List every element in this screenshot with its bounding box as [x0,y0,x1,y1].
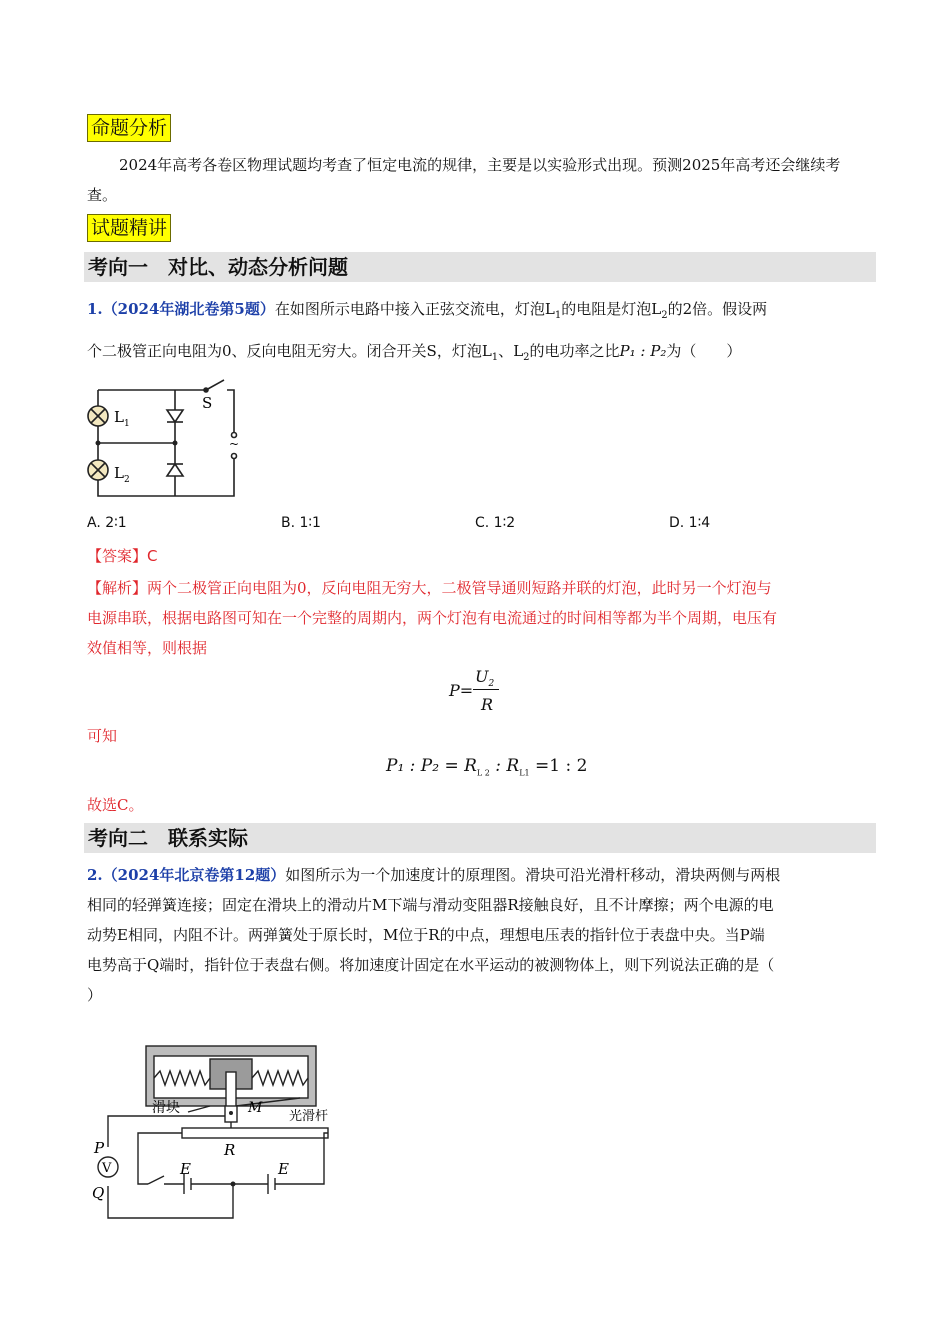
q2-source: 2.（2024年北京卷第12题） [87,866,286,884]
q1-L2-b: $L_2$ [513,342,530,363]
fig2-slider-label: 滑块 [152,1100,180,1116]
q1-line2-b: 的电功率之比 [529,342,620,360]
analysis-line-1: 两个二极管正向电阻为0，反向电阻无穷大，二极管导通则短路并联的灯泡，此时另一个灯泡与 [147,579,772,597]
fig2-Q-label: Q [92,1184,105,1202]
q1-text-c: 的2倍。假设两 [667,300,768,318]
q1-L1: $L_1$ [544,300,562,321]
fig1-ac-symbol: ~ [229,437,240,451]
answer-value: C [147,547,158,565]
direction-two-heading: 考向二 联系实际 [84,823,876,853]
q1-analysis [87,573,877,663]
analysis-line-3: 效值相等，则根据 [87,639,208,657]
fig2-voltmeter-label: V [102,1161,112,1176]
direction-one-heading: 考向一 对比、动态分析问题 [84,252,876,282]
formula-ratio: P₁ : $P_2 = R_{L 2}$ : $R_{L1} =1$ : 2 [386,756,588,778]
formula-denominator: R [481,695,494,714]
fig1-lamp1-label: $L_1$ [114,408,130,429]
fig2-rod-label: 光滑杆 [289,1109,329,1124]
conclusion: 故选C。 [87,796,144,814]
formula-lhs: P= [449,681,474,700]
q1-source: 1.（2024年湖北卷第5题） [87,300,275,318]
q2-text [87,860,877,1010]
fraction-bar [473,689,499,690]
fig2-E2-label: E [278,1160,289,1178]
q2-line-5: ） [87,986,103,1004]
q1-answer [87,541,158,571]
fig2-R-label: R [224,1141,236,1159]
q1-line-2 [87,336,867,373]
q1-option-d[interactable]: D. 1∶4 [669,515,711,531]
q1-line2-c: 为（ ） [666,342,742,360]
q1-option-a[interactable]: A. 2∶1 [87,515,127,531]
q1-text-b: 的电阻是灯泡 [561,300,652,318]
q1-sep: 、 [498,342,514,360]
fig1-switch-label: S [202,394,213,412]
q2-accelerometer-diagram [88,1040,338,1222]
know-label: 可知 [87,727,118,745]
q2-line-2: 相同的轻弹簧连接；固定在滑块上的滑动片M下端与滑动变阻器R接触良好，且不计摩擦；两个电源的电 [87,896,774,914]
fig1-lamp2-label: $L_2$ [114,464,130,485]
q1-line-1 [87,294,867,331]
q1-option-c[interactable]: C. 1∶2 [475,515,516,531]
lecture-section-tag: 试题精讲 [87,214,171,242]
q1-L2: $L_2$ [651,300,668,321]
fig2-E1-label: E [180,1160,191,1178]
q1-text-a: 在如图所示电路中接入正弦交流电，灯泡 [274,300,545,318]
q1-ratio: P₁ : P₂ [619,342,667,360]
q1-option-b[interactable]: B. 1∶1 [281,515,321,531]
q2-line-4: 电势高于Q端时，指针位于表盘右侧。将加速度计固定在水平运动的被测物体上，则下列说法正确的是（ [87,956,775,974]
q1-L1-b: $L_1$ [481,342,499,363]
formula-numerator: $U_2$ [475,667,495,690]
q1-line2-a: 个二极管正向电阻为0、反向电阻无穷大。闭合开关S，灯泡 [87,342,482,360]
analysis-line-2: 电源串联，根据电路图可知在一个完整的周期内，两个灯泡有电流通过的时间相等都为半个周期，电压有 [87,609,778,627]
fig2-M-label: M [248,1100,263,1116]
analysis-section-tag: 命题分析 [87,114,171,142]
fig2-P-label: P [94,1139,105,1157]
analysis-label: 【解析】 [87,579,148,597]
q2-line-1: 如图所示为一个加速度计的原理图。滑块可沿光滑杆移动，滑块两侧与两根 [285,866,781,884]
answer-label: 【答案】 [87,547,148,565]
analysis-paragraph: 2024年高考各卷区物理试题均考查了恒定电流的规律，主要是以实验形式出现。预测2025年高考还会继续考查。 [87,156,841,204]
q1-circuit-diagram [84,376,254,504]
q2-line-3: 动势E相同，内阻不计。两弹簧处于原长时，M位于R的中点，理想电压表的指针位于表盘中央。当P端 [87,926,765,944]
